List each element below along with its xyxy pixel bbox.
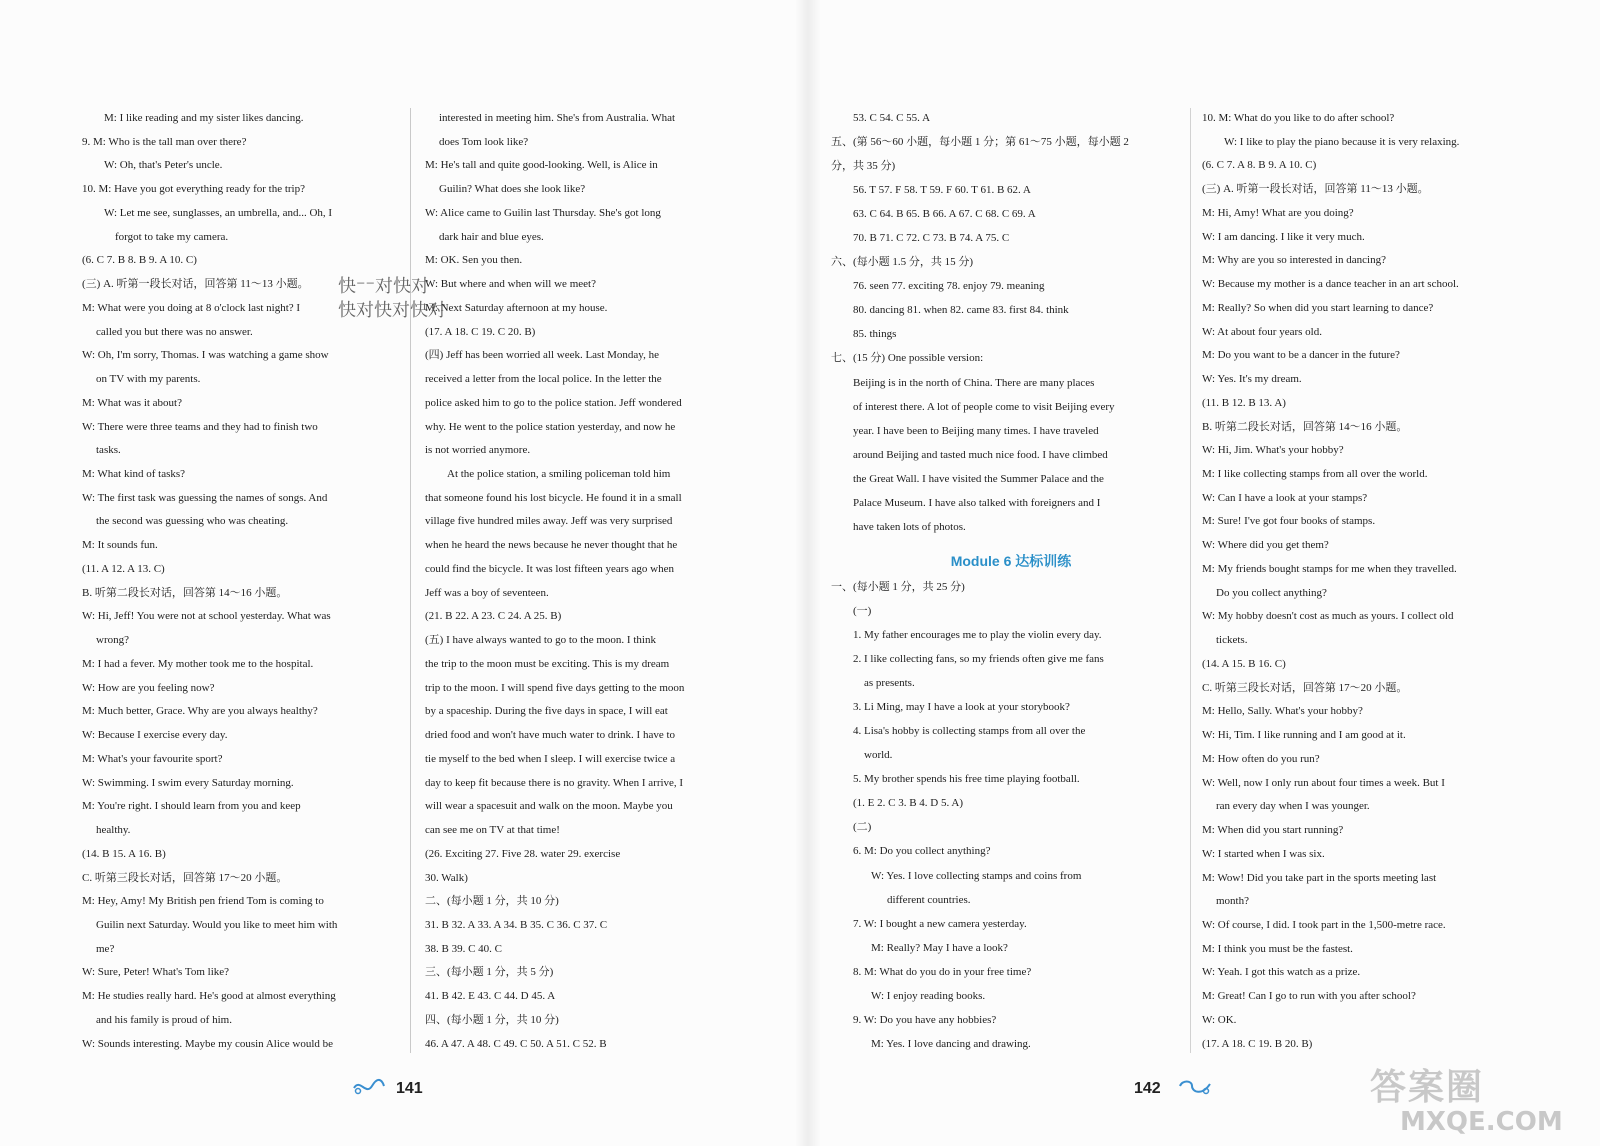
text-line: M: I had a fever. My mother took me to the hospital.: [82, 657, 314, 670]
section-heading: C. 听第三段长对话，回答第 17～20 小题。: [1202, 681, 1408, 694]
text-line: Jeff was a boy of seventeen.: [425, 586, 549, 599]
text-line: forgot to take my camera.: [115, 230, 229, 243]
text-line: M: Sure! I've got four books of stamps.: [1202, 515, 1376, 528]
text-line: world.: [864, 749, 893, 762]
text-line: police asked him to go to the police station. Jeff wondered: [425, 396, 682, 409]
text-line: M: Do you want to be a dancer in the future?: [1202, 349, 1400, 362]
section-heading: B. 听第二段长对话，回答第 14～16 小题。: [82, 586, 288, 599]
column-divider-right: [1190, 108, 1191, 1053]
text-line: M: It sounds fun.: [82, 539, 158, 552]
text-line: W: Where did you get them?: [1202, 539, 1329, 552]
text-line: W: Hi, Jeff! You were not at school yesterday. What was: [82, 610, 331, 623]
text-line: of interest there. A lot of people come to visit Beijing every: [853, 400, 1115, 413]
section-heading: 七、(15 分) One possible version:: [831, 352, 984, 365]
text-line: does Tom look like?: [439, 135, 529, 148]
text-line: W: Yes. It's my dream.: [1202, 373, 1302, 386]
answer-key: 63. C 64. B 65. B 66. A 67. C 68. C 69. A: [853, 208, 1036, 221]
answer-key: (6. C 7. A 8. B 9. A 10. C): [1202, 159, 1317, 172]
book-gutter: [795, 0, 821, 1146]
answer-key: 76. seen 77. exciting 78. enjoy 79. meaning: [853, 280, 1045, 293]
answer-key: (11. A 12. A 13. C): [82, 562, 165, 575]
section-heading: (三) A. 听第一段长对话，回答第 11～13 小题。: [82, 278, 309, 291]
text-line: as presents.: [864, 677, 915, 690]
text-line: M: How often do you run?: [1202, 752, 1320, 765]
text-line: M: Yes. I love dancing and drawing.: [871, 1037, 1031, 1050]
answer-key: 85. things: [853, 328, 897, 341]
answer-key: (14. A 15. B 16. C): [1202, 657, 1286, 670]
text-line: Palace Museum. I have also talked with foreigners and I: [853, 496, 1101, 509]
text-line: W: The first task was guessing the names of songs. And: [82, 491, 328, 504]
overlay-stamp-text: 快⁻⁻对快对: [338, 276, 430, 297]
text-line: me?: [96, 942, 115, 955]
section-heading: B. 听第二段长对话，回答第 14～16 小题。: [1202, 420, 1408, 433]
answer-key: (6. C 7. B 8. B 9. A 10. C): [82, 254, 197, 267]
answer-key: 30. Walk): [425, 871, 468, 884]
text-line: M: Really? So when did you start learning to dance?: [1202, 301, 1434, 314]
text-line: can see me on TV at that time!: [425, 824, 560, 837]
module-title: Module 6 达标训练: [950, 553, 1072, 569]
text-line: M: Hi, Amy! What are you doing?: [1202, 206, 1354, 219]
text-line: 6. M: Do you collect anything?: [853, 845, 991, 858]
text-line: W: OK.: [1202, 1013, 1237, 1026]
text-line: could find the bicycle. It was lost fifteen years ago when: [425, 562, 674, 575]
text-line: At the police station, a smiling policeman told him: [447, 468, 671, 481]
text-line: M: What's your favourite sport?: [82, 752, 223, 765]
text-line: M: He's tall and quite good-looking. Well, is Alice in: [425, 159, 658, 172]
text-line: dark hair and blue eyes.: [439, 230, 544, 243]
text-line: M: I like reading and my sister likes dancing.: [104, 112, 304, 124]
text-line: M: I think you must be the fastest.: [1202, 942, 1353, 955]
text-line: the Great Wall. I have visited the Summer Palace and the: [853, 472, 1104, 485]
left-page-column-2: [425, 111, 743, 1051]
page-number-left: 141: [396, 1080, 423, 1097]
text-line: Do you collect anything?: [1216, 586, 1327, 599]
answer-key: (21. B 22. A 23. C 24. A 25. B): [425, 610, 562, 623]
text-line: M: Really? May I have a look?: [871, 941, 1008, 954]
section-heading: 四、(每小题 1 分，共 10 分): [425, 1013, 559, 1026]
text-line: W: There were three teams and they had to finish two: [82, 420, 318, 433]
text-line: 9. M: Who is the tall man over there?: [82, 135, 247, 148]
page-number-right: 142: [1134, 1080, 1161, 1097]
text-line: M: Hey, Amy! My British pen friend Tom is coming to: [82, 895, 324, 908]
wave-ornament-icon: [1178, 1076, 1212, 1101]
section-heading: 一、(每小题 1 分，共 25 分): [831, 580, 965, 593]
text-line: W: I am dancing. I like it very much.: [1202, 230, 1365, 243]
section-heading: (二): [853, 821, 872, 834]
answer-key: (17. A 18. C 19. B 20. B): [1202, 1037, 1313, 1050]
answer-key: (26. Exciting 27. Five 28. water 29. exercise: [425, 847, 621, 860]
text-line: received a letter from the local police. In the letter the: [425, 373, 662, 386]
answer-key: 53. C 54. C 55. A: [853, 112, 931, 124]
text-line: tie myself to the bed when I sleep. I will exercise twice a: [425, 752, 676, 765]
text-line: (五) I have always wanted to go to the moon. I think: [425, 634, 656, 647]
text-line: 9. W: Do you have any hobbies?: [853, 1013, 997, 1026]
section-heading: 三、(每小题 1 分，共 5 分): [425, 966, 554, 979]
text-line: the second was guessing who was cheating.: [96, 515, 289, 528]
text-line: M: Next Saturday afternoon at my house.: [425, 301, 608, 314]
text-line: month?: [1216, 895, 1249, 908]
text-line: when he heard the news because he never thought that he: [425, 539, 678, 552]
watermark-text: 答案圈: [1370, 1067, 1485, 1108]
text-line: M: What was it about?: [82, 396, 182, 409]
text-line: W: Because my mother is a dance teacher in an art school.: [1202, 278, 1459, 291]
text-line: M: My friends bought stamps for me when they travelled.: [1202, 562, 1457, 575]
text-line: M: Great! Can I go to run with you after school?: [1202, 990, 1416, 1003]
text-line: W: I enjoy reading books.: [871, 989, 986, 1002]
answer-key: 80. dancing 81. when 82. came 83. first 84. think: [853, 304, 1069, 317]
answer-key: (17. A 18. C 19. C 20. B): [425, 325, 536, 338]
text-line: W: Because I exercise every day.: [82, 729, 228, 742]
answer-key: (11. B 12. B 13. A): [1202, 396, 1286, 409]
text-line: wrong?: [96, 634, 129, 647]
section-heading: C. 听第三段长对话，回答第 17～20 小题。: [82, 871, 288, 884]
text-line: W: Alice came to Guilin last Thursday. She's got long: [425, 206, 661, 219]
text-line: tasks.: [96, 444, 121, 457]
text-line: W: Swimming. I swim every Saturday morning.: [82, 776, 294, 789]
section-heading: (一): [853, 604, 872, 617]
answer-key: 41. B 42. E 43. C 44. D 45. A: [425, 990, 556, 1003]
text-line: W: Well, now I only run about four times a week. But I: [1202, 776, 1445, 789]
text-line: interested in meeting him. She's from Australia. What: [439, 112, 676, 124]
text-line: 5. My brother spends his free time playing football.: [853, 773, 1080, 786]
text-line: (四) Jeff has been worried all week. Last Monday, he: [425, 349, 659, 362]
text-line: W: Hi, Jim. What's your hobby?: [1202, 444, 1344, 457]
text-line: W: Can I have a look at your stamps?: [1202, 491, 1368, 504]
text-line: M: He studies really hard. He's good at almost everything: [82, 990, 336, 1003]
text-line: on TV with my parents.: [96, 373, 201, 386]
module-heading: [831, 554, 1161, 570]
text-line: M: Wow! Did you take part in the sports meeting last: [1202, 871, 1437, 884]
text-line: is not worried anymore.: [425, 444, 531, 457]
text-line: called you but there was no answer.: [96, 325, 253, 338]
answer-key: 31. B 32. A 33. A 34. B 35. C 36. C 37. C: [425, 918, 608, 931]
right-page-column-2: [1202, 111, 1532, 1051]
text-line: 8. M: What do you do in your free time?: [853, 965, 1032, 978]
section-heading: (三) A. 听第一段长对话，回答第 11～13 小题。: [1202, 183, 1429, 196]
text-line: year. I have been to Beijing many times. I have traveled: [853, 424, 1099, 437]
text-line: ran every day when I was younger.: [1216, 800, 1370, 813]
text-line: 4. Lisa's hobby is collecting stamps from all over the: [853, 725, 1086, 738]
text-line: W: My hobby doesn't cost as much as yours. I collect old: [1202, 610, 1454, 623]
text-line: Guilin next Saturday. Would you like to meet him with: [96, 918, 338, 931]
section-heading: 二、(每小题 1 分，共 10 分): [425, 895, 559, 908]
text-line: tickets.: [1216, 634, 1248, 647]
text-line: and his family is proud of him.: [96, 1013, 232, 1026]
text-line: 10. M: What do you like to do after school?: [1202, 112, 1395, 124]
text-line: W: Sure, Peter! What's Tom like?: [82, 966, 230, 979]
text-line: W: At about four years old.: [1202, 325, 1322, 338]
text-line: M: What were you doing at 8 o'clock last night? I: [82, 301, 301, 314]
answer-key: 38. B 39. C 40. C: [425, 942, 503, 955]
answer-key: 56. T 57. F 58. T 59. F 60. T 61. B 62. A: [853, 184, 1031, 197]
text-line: W: Yes. I love collecting stamps and coins from: [871, 869, 1082, 882]
section-heading: 分，共 35 分): [831, 160, 896, 173]
text-line: W: Oh, that's Peter's uncle.: [104, 159, 223, 172]
text-line: day to keep fit because there is no gravity. When I arrive, I: [425, 776, 684, 789]
text-line: M: Why are you so interested in dancing?: [1202, 254, 1386, 267]
text-line: around Beijing and tasted much nice food. I have climbed: [853, 448, 1108, 461]
text-line: W: Oh, I'm sorry, Thomas. I was watching a game show: [82, 349, 329, 362]
text-line: W: Let me see, sunglasses, an umbrella, and... Oh, I: [104, 206, 333, 219]
watermark: [1370, 1068, 1590, 1140]
text-line: different countries.: [887, 893, 971, 906]
section-heading: 六、(每小题 1.5 分，共 15 分): [831, 256, 974, 269]
text-line: M: What kind of tasks?: [82, 468, 186, 481]
text-line: Beijing is in the north of China. There are many places: [853, 376, 1095, 389]
text-line: W: Yeah. I got this watch as a prize.: [1202, 966, 1361, 979]
text-line: W: But where and when will we meet?: [425, 278, 596, 291]
text-line: M: Much better, Grace. Why are you always healthy?: [82, 705, 318, 718]
text-line: by a spaceship. During the five days in space, I will eat: [425, 705, 668, 718]
text-line: dried food and won't have much water to drink. I have to: [425, 729, 676, 742]
text-line: M: You're right. I should learn from you and keep: [82, 800, 301, 813]
text-line: why. He went to the police station yesterday, and now he: [425, 420, 676, 433]
text-line: 3. Li Ming, may I have a look at your storybook?: [853, 701, 1070, 714]
section-heading: 五、(第 56～60 小题，每小题 1 分；第 61～75 小题，每小题 2: [831, 136, 1129, 149]
answer-key: (1. E 2. C 3. B 4. D 5. A): [853, 797, 963, 810]
text-line: M: I like collecting stamps from all over the world.: [1202, 468, 1428, 481]
text-line: the trip to the moon must be exciting. This is my dream: [425, 657, 670, 670]
text-line: W: How are you feeling now?: [82, 681, 215, 694]
text-line: W: Of course, I did. I took part in the 1,500-metre race.: [1202, 918, 1446, 931]
text-line: W: Sounds interesting. Maybe my cousin Alice would be: [82, 1037, 334, 1050]
text-line: 10. M: Have you got everything ready for the trip?: [82, 183, 305, 196]
text-line: that someone found his lost bicycle. He found it in a small: [425, 491, 682, 504]
text-line: M: When did you start running?: [1202, 824, 1344, 837]
text-line: will wear a spacesuit and walk on the moon. Maybe you: [425, 800, 673, 813]
text-line: have taken lots of photos.: [853, 520, 966, 533]
column-divider-left: [410, 108, 411, 1053]
text-line: healthy.: [96, 824, 131, 837]
text-line: 1. My father encourages me to play the violin every day.: [853, 629, 1102, 642]
left-page-column-1: [82, 111, 394, 1051]
right-page-column-1: [831, 111, 1161, 1051]
text-line: village five hundred miles away. Jeff was very surprised: [425, 515, 673, 528]
text-line: M: OK. Sen you then.: [425, 254, 523, 267]
text-line: trip to the moon. I will spend five days getting to the moon: [425, 681, 685, 694]
text-line: Guilin? What does she look like?: [439, 183, 586, 196]
answer-key: 70. B 71. C 72. C 73. B 74. A 75. C: [853, 232, 1010, 245]
text-line: 2. I like collecting fans, so my friends often give me fans: [853, 653, 1104, 666]
text-line: M: Hello, Sally. What's your hobby?: [1202, 705, 1363, 718]
overlay-stamp-text: 快对快对快对: [338, 300, 446, 321]
text-line: W: I started when I was six.: [1202, 847, 1325, 860]
answer-key: (14. B 15. A 16. B): [82, 847, 166, 860]
text-line: 7. W: I bought a new camera yesterday.: [853, 917, 1027, 930]
watermark-site: MXQE.COM: [1400, 1107, 1563, 1137]
wave-ornament-icon: [352, 1076, 386, 1101]
text-line: W: Hi, Tim. I like running and I am good at it.: [1202, 729, 1406, 742]
text-line: W: I like to play the piano because it is very relaxing.: [1224, 135, 1460, 148]
answer-key: 46. A 47. A 48. C 49. C 50. A 51. C 52. B: [425, 1037, 607, 1050]
